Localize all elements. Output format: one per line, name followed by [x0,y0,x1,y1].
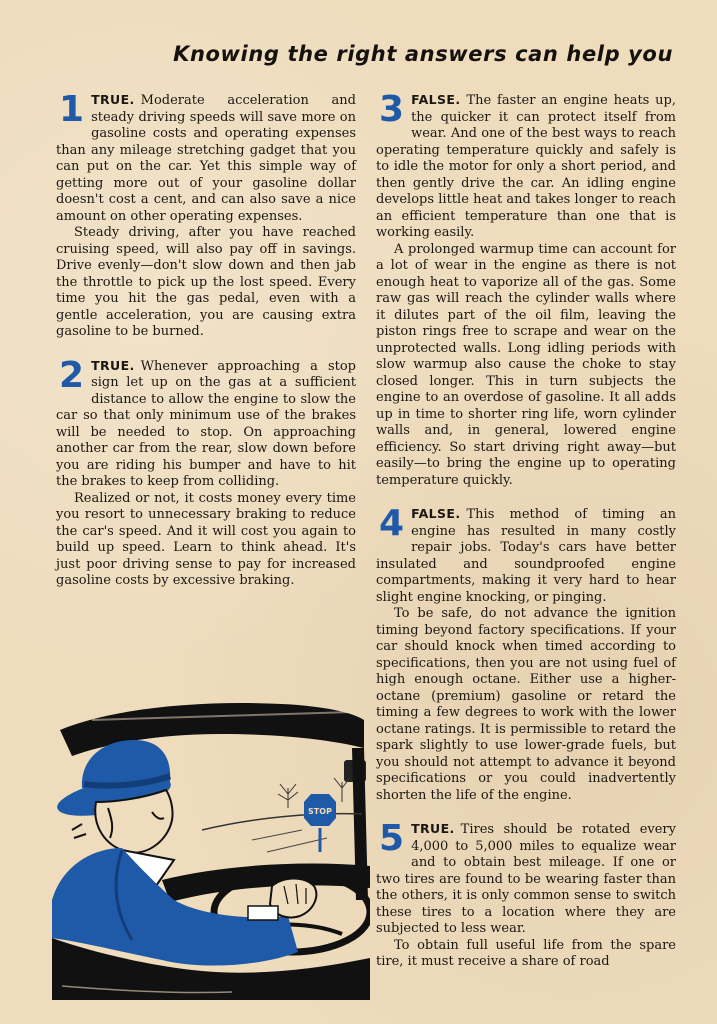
answer-verdict: TRUE. [411,821,455,836]
stop-sign-label: STOP [308,807,332,816]
page-title: Knowing the right answers can help you [173,42,673,66]
answer-text: To obtain full useful life from the spare tire, it must receive a share of road [376,937,676,969]
answer-verdict: TRUE. [91,92,135,107]
answer-4 [376,503,676,804]
answer-text: This method of timing an engine has resulted in many costly repair jobs. Today's cars have better insulated and soundproofed engine compartments, making it very hard to hear slight engine knocking, or pinging. [376,507,676,605]
left-column [56,89,356,607]
answer-text: To be safe, do not advance the ignition timing beyond factory specifications. If your car should knock when timed according to specifications, then you are not using fuel of high enough octane. Either use a higher-octane (premium) gasoline or retard the timing a few degrees to work with the lower octane ratings. It is permissible to retard the spark slightly to use lower-grade fuels, but you should not attempt to advance it beyond specifications or you could inadvertently shorten the life of the engine. [376,606,676,803]
answer-text: Whenever approaching a stop sign let up on the gas at a sufficient distance to allow the engine to slow the car so that only minimum use of the brakes will be needed to stop. On approaching another car from the rear, slow down before you are riding his bumper and have to hit the brakes to keep from colliding. [56,358,356,489]
answer-verdict: TRUE. [91,357,135,373]
answer-1 [56,89,356,341]
answer-text: The faster an engine heats up, the quicker it can protect itself from wear. And one of the best ways to reach operating temperature quickly and safely is to idle the motor for only a short period, and then gently drive the car. An idling engine develops little heat and takes longer to reach an efficient temperature than one that is working easily. [376,93,676,240]
answer-number: 5 [379,818,405,859]
answer-text: Moderate acceleration and steady driving speeds will save more on gasoline costs and operating expenses than any mileage stretching gadget that you can put on the car. Yet this simple way of getting more out of your gasoline dollar doesn't cost a cent, and can also save a nice amount on other operating expenses. [56,93,356,224]
answer-5 [376,818,676,971]
answer-number: 1 [59,89,85,130]
answer-number: 2 [59,354,85,396]
road-horizon [202,814,362,830]
answer-3 [376,89,676,489]
stop-sign-icon [304,794,336,852]
man-driving-car-illustration [52,690,370,1000]
right-column [376,89,676,988]
answer-number: 4 [379,503,405,544]
answer-verdict: FALSE. [411,92,461,107]
answer-2 [56,354,356,590]
answer-verdict: FALSE. [411,506,461,521]
answer-number: 3 [379,89,405,130]
answer-text: Steady driving, after you have reached cruising speed, will also pay off in savings. Drive evenly—don't slow down and then jab the throttle to pick up the lost speed. Every time you hit the gas pedal, even with a gentle acceleration, you are causing extra gasoline to be burned. [56,225,356,339]
answer-text: A prolonged warmup time can account for a lot of wear in the engine as there is not enough heat to vaporize all of the gas. Some raw gas will reach the cylinder walls where it dilutes part of the oil film, leaving the piston rings free to scrape and wear on the unprotected walls. Long idling periods with slow warmup also cause the choke to stay closed longer. This in turn subjects the engine to an overdose of gasoline. It all adds up in time to shorter ring life, worn cylinder walls and, in general, lowered engine efficiency. So start driving right away—but easily—to bring the engine up to operating temperature quickly. [376,241,676,488]
answer-text: Tires should be rotated every 4,000 to 5,000 miles to equalize wear and to obtain best mileage. If one or two tires are found to be wearing faster than the others, it is only common sense to switch these tires to a location where they are subjected to less wear. [376,822,676,936]
answer-text: Realized or not, it costs money every time you resort to unnecessary braking to reduce the car's speed. And it will cost you again to build up speed. Learn to think ahead. It's just poor driving sense to pay for increased gasoline costs by excessive braking. [56,490,356,588]
